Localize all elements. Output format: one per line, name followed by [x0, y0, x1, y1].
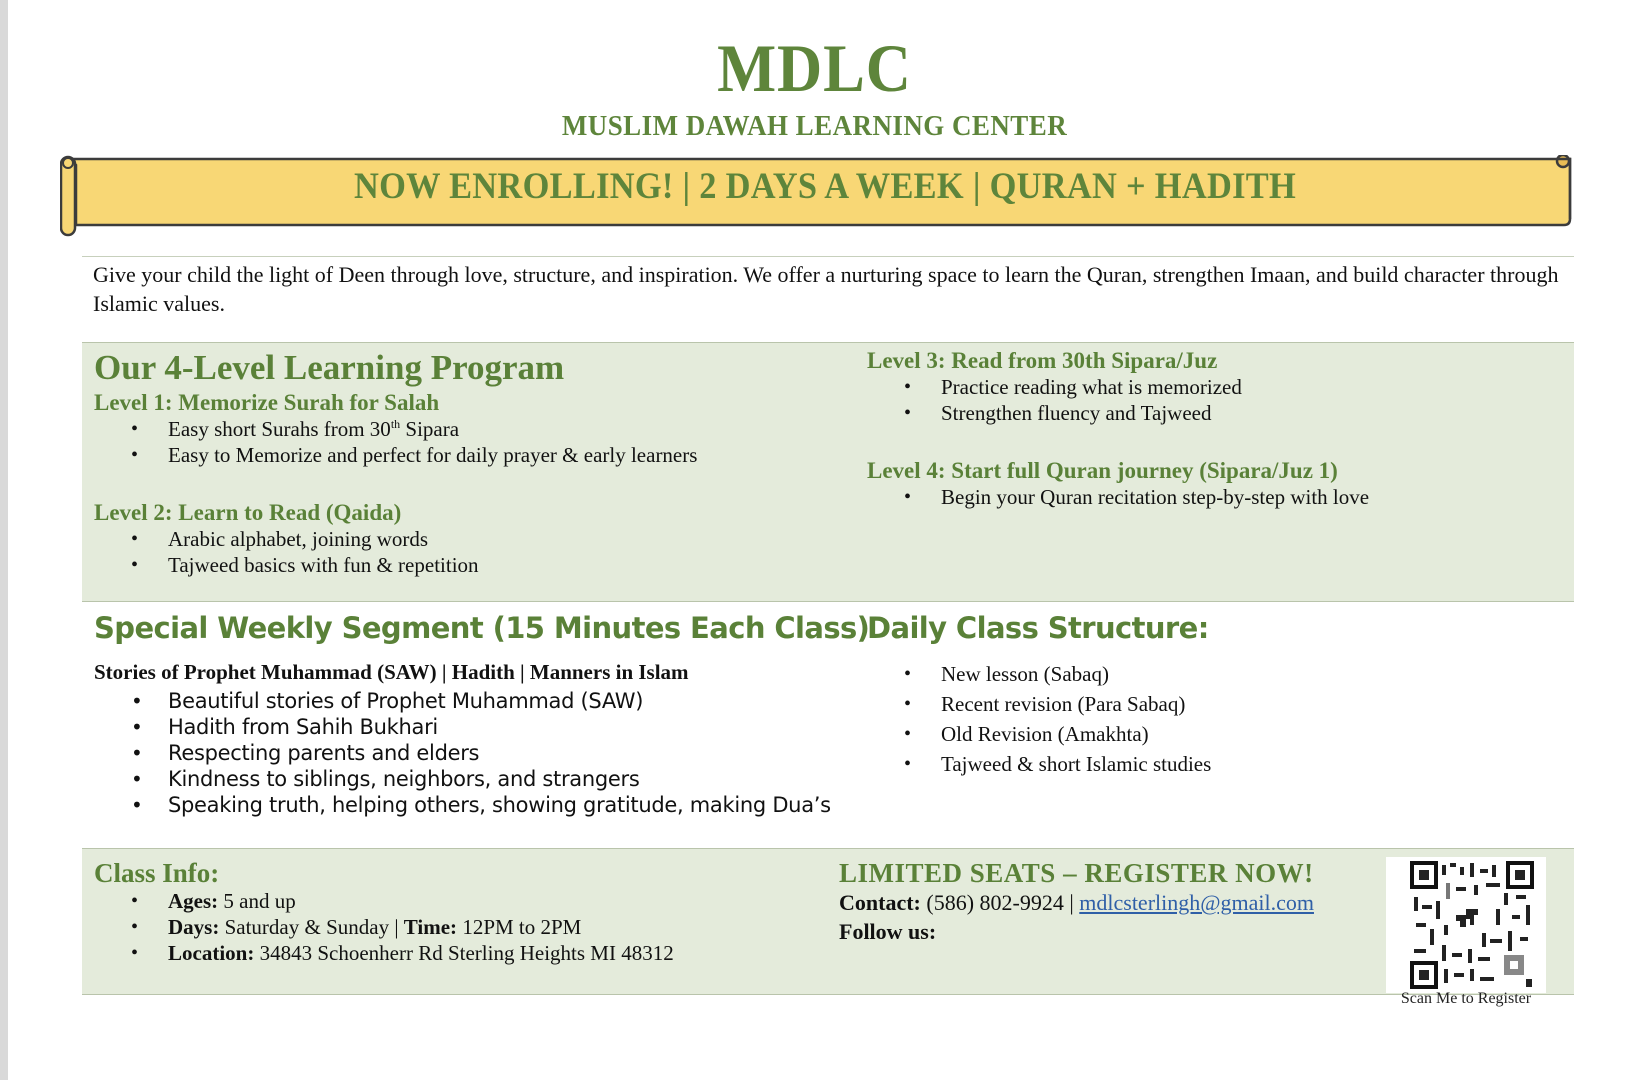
list-item: • Begin your Quran recitation step-by-step with love: [904, 485, 1370, 509]
level-2-list: [131, 526, 479, 578]
list-item: • Easy short Surahs from 30th Sipara: [131, 417, 460, 441]
level-1-list: [131, 416, 698, 468]
list-item: • New lesson (Sabaq): [941, 659, 1211, 689]
bullet-icon: •: [904, 753, 912, 775]
class-info-list: [131, 888, 674, 966]
bullet-icon: •: [131, 418, 139, 440]
list-item-days: • Days: Saturday & Sunday | Time: 12PM to 2PM: [131, 915, 582, 939]
register-heading: LIMITED SEATS – REGISTER NOW!: [839, 858, 1314, 888]
class-info-heading: Class Info:: [94, 858, 220, 888]
level-4-list: [904, 484, 1370, 510]
bullet-icon: •: [131, 554, 139, 576]
bullet-icon: •: [131, 916, 139, 938]
list-item-ages: • Ages: 5 and up: [131, 889, 296, 913]
list-item: • Arabic alphabet, joining words: [131, 527, 429, 551]
weekly-topics: Stories of Prophet Muhammad (SAW) | Hadith | Manners in Islam: [94, 660, 689, 684]
qr-caption: Scan Me to Register: [1400, 990, 1532, 1007]
weekly-heading: Special Weekly Segment (15 Minutes Each Class): [94, 611, 870, 645]
list-item: • Strengthen fluency and Tajweed: [904, 401, 1212, 425]
phone-number: (586) 802-9924 |: [920, 890, 1080, 915]
intro-paragraph: Give your child the light of Deen through love, structure, and inspiration. We offer a nurturing space to learn the Quran, strengthen Imaan, and build character through Islamic values.: [93, 262, 1559, 316]
bullet-icon: •: [904, 376, 912, 398]
bullet-icon: •: [131, 793, 143, 817]
level-3-list: [904, 374, 1242, 426]
bullet-icon: •: [904, 723, 912, 745]
list-item-location: • Location: 34843 Schoenherr Rd Sterling Heights MI 48312: [131, 941, 674, 965]
daily-list: [904, 659, 1212, 779]
list-item: • Hadith from Sahih Bukhari: [131, 715, 438, 739]
bullet-icon: •: [131, 942, 139, 964]
bullet-icon: •: [904, 693, 912, 715]
org-title: MDLC: [717, 30, 912, 106]
list-item: • Beautiful stories of Prophet Muhammad (SAW): [131, 689, 644, 713]
bullet-icon: •: [131, 689, 143, 713]
qr-code-icon[interactable]: [1386, 857, 1546, 993]
program-heading: Our 4-Level Learning Program: [94, 348, 565, 387]
bullet-icon: •: [131, 890, 139, 912]
bullet-icon: •: [131, 767, 143, 791]
list-item: • Respecting parents and elders: [131, 741, 480, 765]
org-subtitle: MUSLIM DAWAH LEARNING CENTER: [561, 110, 1068, 142]
bullet-icon: •: [131, 528, 139, 550]
bullet-icon: •: [904, 402, 912, 424]
list-item: • Easy to Memorize and perfect for daily prayer & early learners: [131, 443, 698, 467]
daily-heading: Daily Class Structure:: [867, 611, 1209, 645]
level-3-title: Level 3: Read from 30th Sipara/Juz: [867, 348, 1218, 373]
list-item: • Practice reading what is memorized: [904, 375, 1242, 399]
list-item: • Kindness to siblings, neighbors, and strangers: [131, 767, 640, 791]
level-1-title: Level 1: Memorize Surah for Salah: [94, 390, 440, 415]
bullet-icon: •: [131, 444, 139, 466]
bullet-icon: •: [904, 486, 912, 508]
qr-code-graphic: [1386, 857, 1546, 993]
list-item: • Old Revision (Amakhta): [941, 719, 1211, 749]
email-link[interactable]: mdlcsterlingh@gmail.com: [1079, 890, 1314, 915]
divider: [82, 256, 1574, 257]
contact-line: Contact: (586) 802-9924 | mdlcsterlingh@gmail.com: [839, 890, 1314, 915]
weekly-list: [131, 688, 831, 818]
bullet-icon: •: [904, 663, 912, 685]
follow-us-label: Follow us:: [839, 919, 937, 944]
enrollment-banner-text: NOW ENROLLING! | 2 DAYS A WEEK | QURAN + HADITH: [353, 166, 1297, 207]
level-2-title: Level 2: Learn to Read (Qaida): [94, 500, 402, 525]
list-item: • Tajweed & short Islamic studies: [941, 749, 1211, 779]
bullet-icon: •: [131, 741, 143, 765]
level-4-title: Level 4: Start full Quran journey (Sipara/Juz 1): [867, 458, 1338, 483]
bullet-icon: •: [131, 715, 143, 739]
list-item: • Speaking truth, helping others, showing gratitude, making Dua’s: [131, 793, 831, 817]
page-edge: [0, 0, 8, 1080]
list-item: • Recent revision (Para Sabaq): [941, 689, 1211, 719]
list-item: • Tajweed basics with fun & repetition: [131, 553, 479, 577]
